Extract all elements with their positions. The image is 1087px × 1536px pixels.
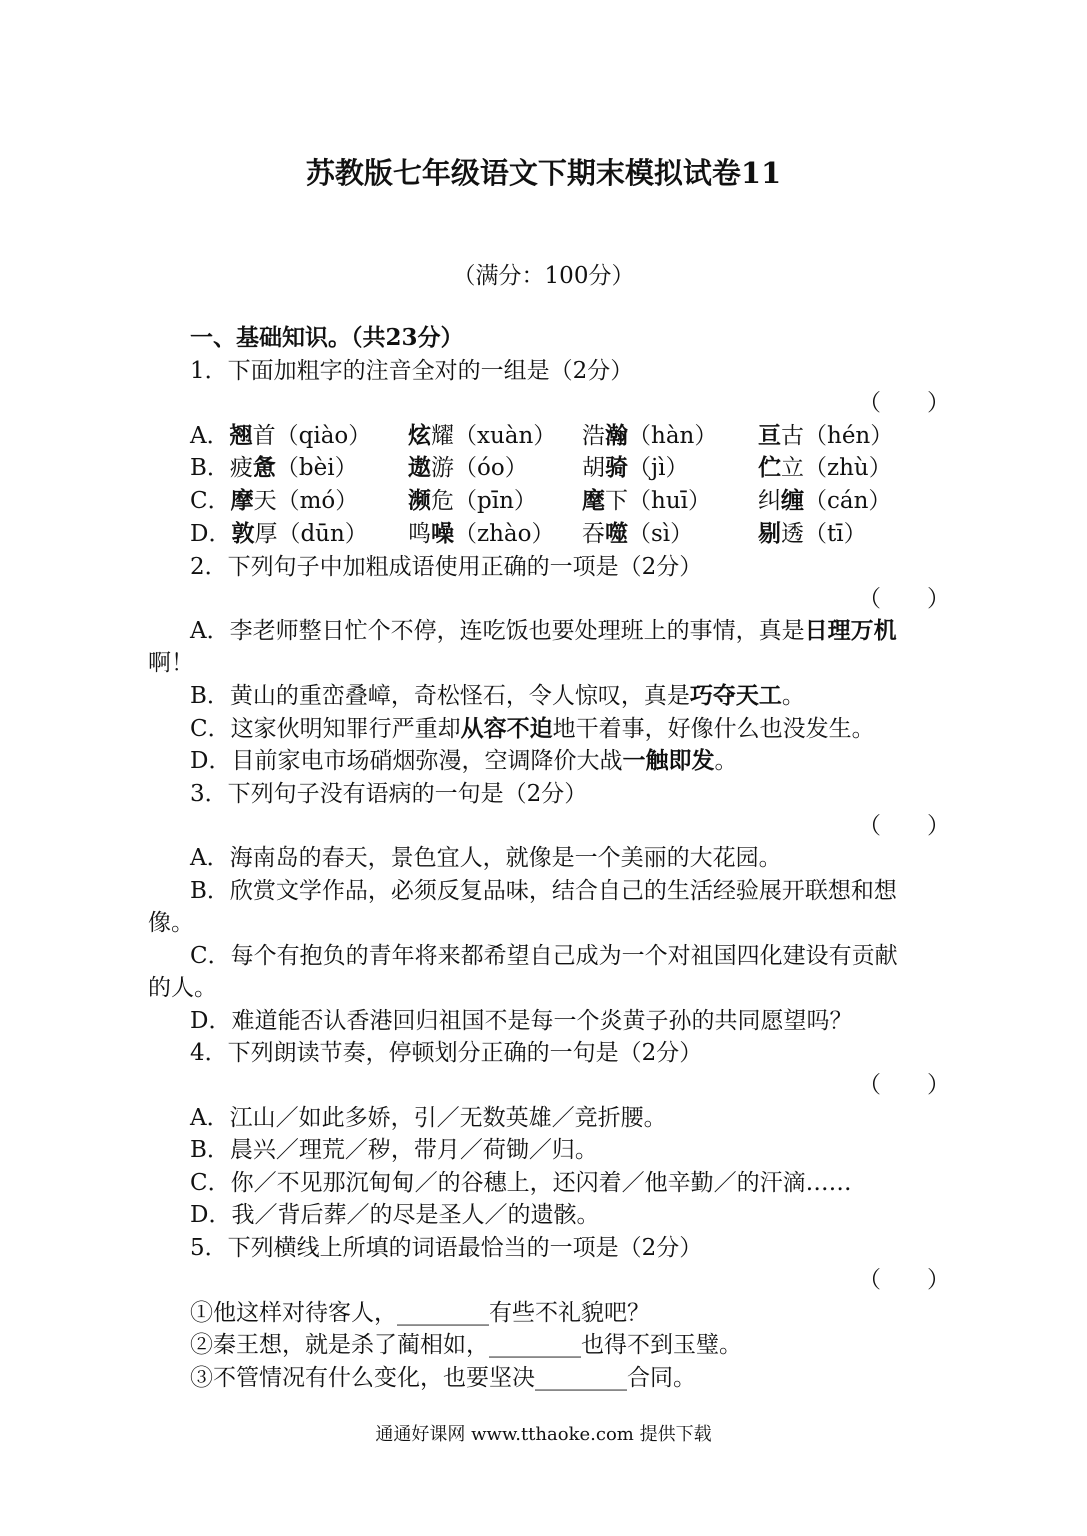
question-1-stem: 1．下面加粗字的注音全对的一组是（2分） <box>190 358 634 384</box>
answer-paren: （ ） <box>858 390 950 416</box>
bold-character: 摩 <box>230 487 254 514</box>
option-text: 。 <box>714 748 738 774</box>
option-b: B．晨兴／理荒／秽，带月／荷锄／归。 <box>190 1137 598 1163</box>
option-text: 下（huī） <box>605 488 711 514</box>
section-heading: 一、基础知识。（共23分） <box>190 324 464 351</box>
bold-idiom: 巧夺天工 <box>689 682 782 709</box>
option-a: A．海南岛的春天，景色宜人，就像是一个美丽的大花园。 <box>190 845 782 871</box>
bold-character: 剔 <box>758 520 781 547</box>
option-text: （cán） <box>804 488 892 514</box>
bold-idiom: 一触即发 <box>622 747 715 774</box>
bold-character: 敦 <box>231 520 255 547</box>
option-text: 。 <box>781 683 805 709</box>
option-a: A．江山／如此多娇，引／无数英雄／竞折腰。 <box>190 1105 667 1131</box>
bold-character: 缠 <box>781 487 804 514</box>
fill-sentence-1: ①他这样对待客人，________有些不礼貌吧？ <box>190 1300 650 1326</box>
option-d: D．我／背后葬／的尽是圣人／的遗骸。 <box>190 1202 600 1228</box>
answer-paren: （ ） <box>858 813 950 839</box>
fill-sentence-2: ②秦王想，就是杀了蔺相如，________也得不到玉璧。 <box>190 1332 742 1358</box>
option-a-continued: 啊！ <box>148 650 194 676</box>
option-text: 厚（dūn） <box>254 521 368 547</box>
question-3-stem: 3．下列句子没有语病的一句是（2分） <box>190 781 588 807</box>
option-text: （sì） <box>628 521 694 547</box>
bold-character: 骑 <box>605 454 628 481</box>
q1-option-item <box>758 452 892 484</box>
q1-option-item <box>758 485 891 517</box>
q1-option-item <box>408 485 537 517</box>
option-text: C． <box>190 488 231 514</box>
fill-sentence-3: ③不管情况有什么变化，也要坚决________合同。 <box>190 1365 696 1391</box>
bold-character: 炫 <box>408 422 431 449</box>
option-b <box>190 680 805 712</box>
bold-character: 瀚 <box>605 422 628 449</box>
bold-idiom: 日理万机 <box>804 617 897 644</box>
bold-character: 翘 <box>229 422 253 449</box>
q1-option-item <box>582 485 711 517</box>
option-text: 危（pīn） <box>431 488 537 514</box>
option-a <box>190 615 897 647</box>
bold-character: 噬 <box>605 520 628 547</box>
bold-character: 麾 <box>582 487 605 514</box>
answer-paren: （ ） <box>858 1267 950 1293</box>
option-c-continued: 的人。 <box>148 975 217 1001</box>
option-text: 地干着事，好像什么也没发生。 <box>552 716 875 742</box>
option-text: 首（qiào） <box>252 423 372 449</box>
option-c: C．你／不见那沉甸甸／的谷穗上，还闪着／他辛勤／的汗滴…… <box>190 1170 852 1196</box>
option-text: （hàn） <box>628 423 718 449</box>
q1-option-item <box>758 420 893 452</box>
q1-option-item <box>408 420 556 452</box>
option-text: 吞 <box>582 521 605 547</box>
bold-character: 惫 <box>252 454 276 481</box>
option-text: （zhào） <box>454 521 555 547</box>
option-b-continued: 像。 <box>148 910 194 936</box>
option-d <box>190 745 737 777</box>
q1-option-item <box>190 420 371 452</box>
question-4-stem: 4．下列朗读节奏，停顿划分正确的一句是（2分） <box>190 1040 703 1066</box>
option-c <box>190 713 875 745</box>
bold-character: 噪 <box>431 520 454 547</box>
option-text: A．李老师整日忙个不停，连吃饭也要处理班上的事情，真是 <box>190 618 805 644</box>
option-text: 古（hén） <box>781 423 894 449</box>
answer-paren: （ ） <box>858 586 950 612</box>
bold-character: 濒 <box>408 487 431 514</box>
option-b: B．欣赏文学作品，必须反复品味，结合自己的生活经验展开联想和想 <box>190 878 897 904</box>
full-score: （满分：100分） <box>452 263 635 289</box>
option-text: 耀（xuàn） <box>431 423 557 449</box>
q1-option-item <box>582 518 693 550</box>
option-text: C．这家伙明知罪行严重却 <box>190 716 461 742</box>
footer-credit: 通通好课网 www.tthaoke.com 提供下载 <box>375 1424 712 1445</box>
question-5-stem: 5．下列横线上所填的词语最恰当的一项是（2分） <box>190 1235 703 1261</box>
option-text: 天（mó） <box>253 488 359 514</box>
page-title: 苏教版七年级语文下期末模拟试卷11 <box>305 156 782 190</box>
option-text: 鸣 <box>408 521 431 547</box>
option-text: A． <box>190 423 230 449</box>
q1-option-item <box>190 518 368 550</box>
q1-option-item <box>758 518 867 550</box>
option-text: 透（tī） <box>781 521 867 547</box>
answer-paren: （ ） <box>858 1072 950 1098</box>
option-text: 游（óo） <box>431 455 528 481</box>
option-text: 纠 <box>758 488 781 514</box>
q1-option-item <box>190 452 358 484</box>
option-text: （bèi） <box>275 455 358 481</box>
q1-option-item <box>582 452 689 484</box>
option-text: 立（zhù） <box>781 455 892 481</box>
question-2-stem: 2．下列句子中加粗成语使用正确的一项是（2分） <box>190 554 703 580</box>
option-d: D．难道能否认香港回归祖国不是每一个炎黄子孙的共同愿望吗？ <box>190 1008 853 1034</box>
option-c: C．每个有抱负的青年将来都希望自己成为一个对祖国四化建设有贡献 <box>190 943 898 969</box>
bold-character: 亘 <box>758 422 781 449</box>
option-text: B．黄山的重峦叠嶂，奇松怪石，令人惊叹，真是 <box>190 683 690 709</box>
q1-option-item <box>190 485 358 517</box>
q1-option-item <box>408 452 528 484</box>
option-text: D．目前家电市场硝烟弥漫，空调降价大战 <box>190 748 623 774</box>
q1-option-item <box>582 420 717 452</box>
q1-option-item <box>408 518 555 550</box>
option-text: D． <box>190 521 232 547</box>
bold-character: 遨 <box>408 454 431 481</box>
option-text: （jì） <box>628 455 689 481</box>
bold-idiom: 从容不迫 <box>460 715 553 742</box>
bold-character: 伫 <box>758 454 781 481</box>
option-text: 浩 <box>582 423 605 449</box>
option-text: B．疲 <box>190 455 253 481</box>
option-text: 胡 <box>582 455 605 481</box>
